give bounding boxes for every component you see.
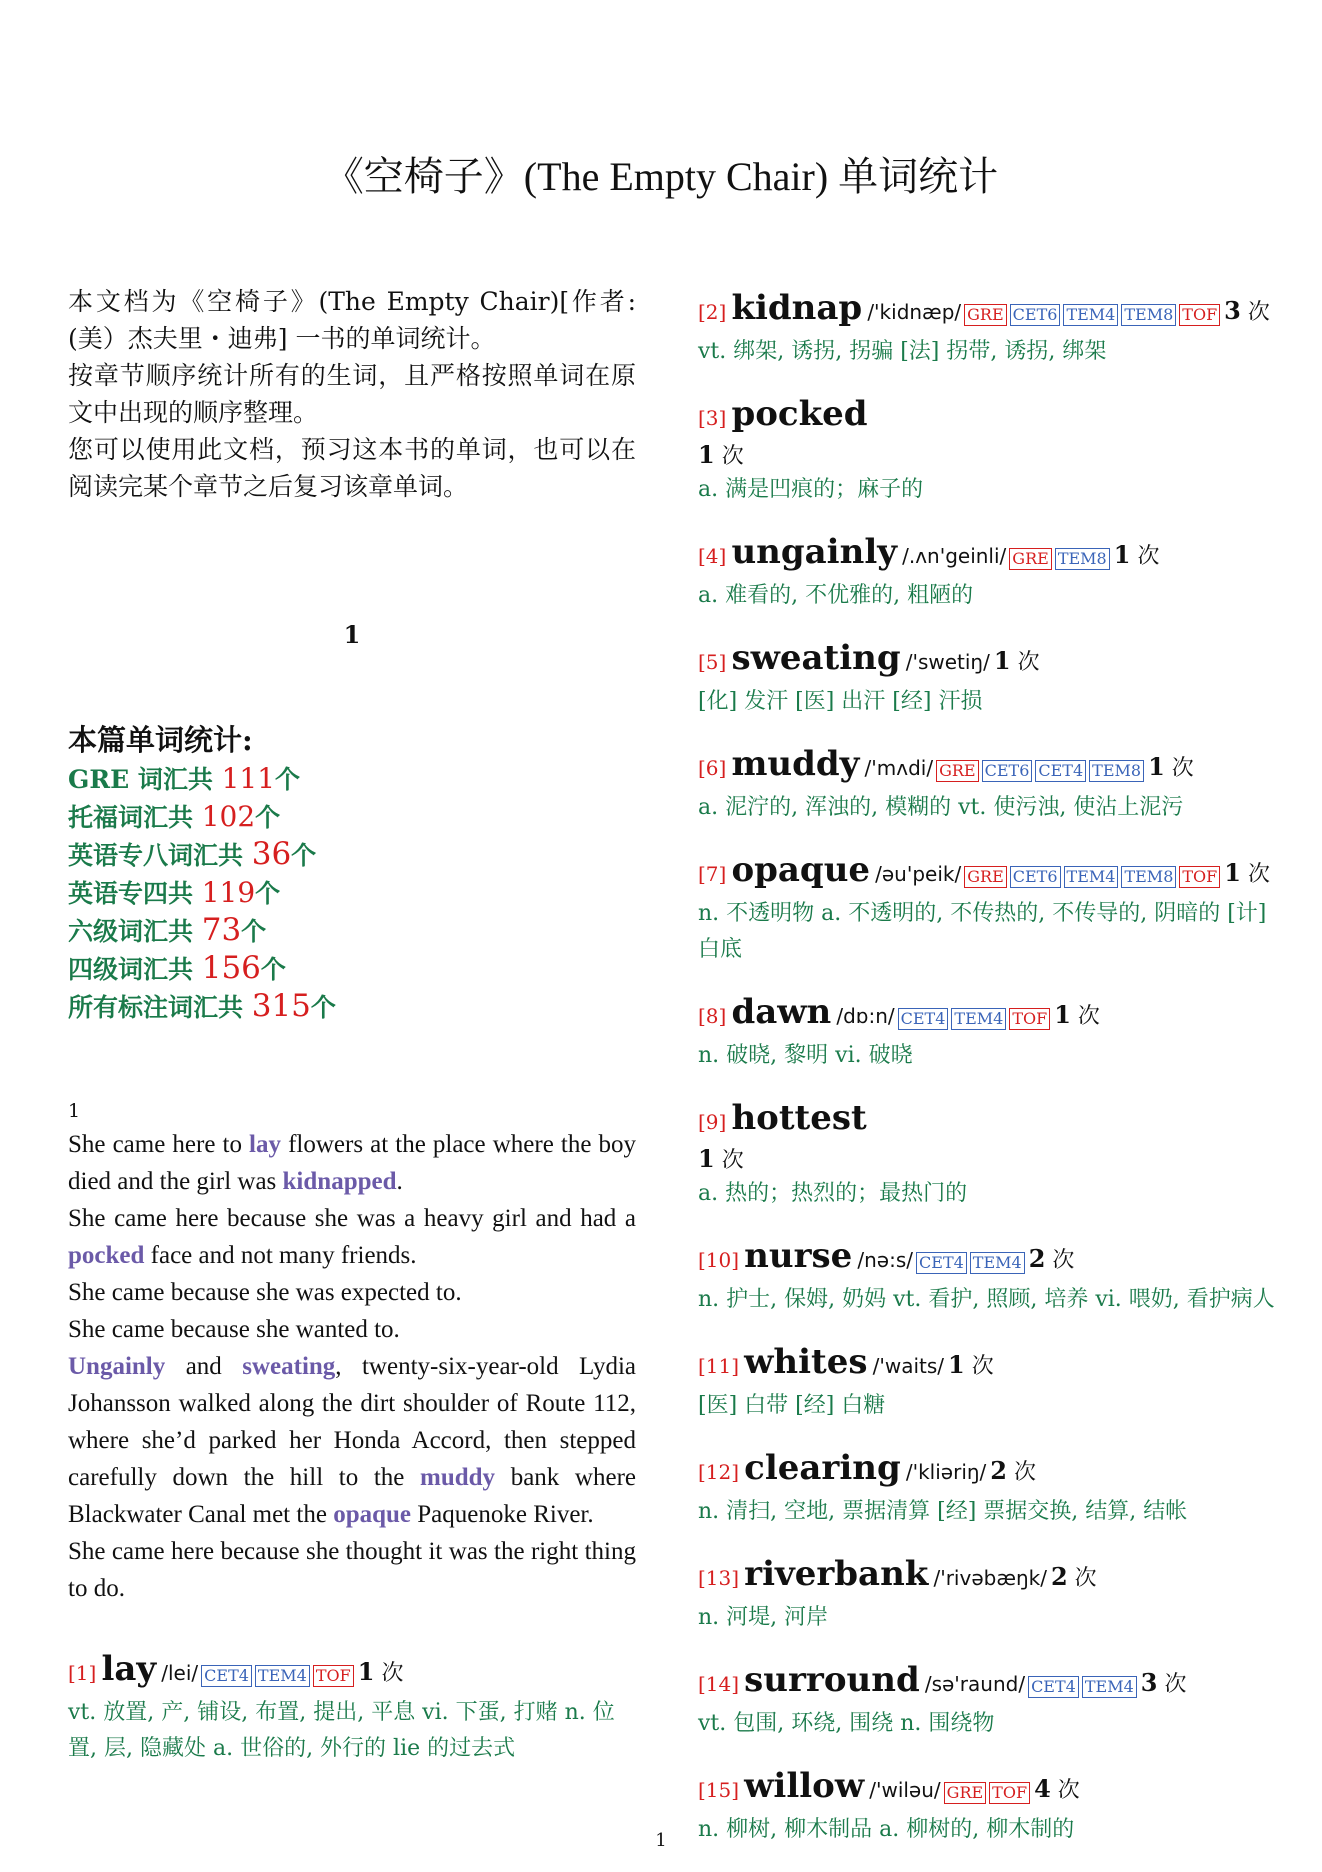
vocab-entry — [68, 1649, 636, 1767]
entry-definition: n. 破晓, 黎明 vi. 破晓 — [698, 1043, 913, 1068]
stats-list — [68, 760, 636, 1026]
vocab-entry — [698, 1660, 1276, 1742]
entry-definition: a. 热的；热烈的；最热门的 — [698, 1181, 968, 1206]
stat-count: 36 — [251, 836, 292, 872]
entry-header — [698, 1098, 1276, 1144]
exam-tag: TEM4 — [255, 1665, 310, 1687]
exam-tag: GRE — [944, 1782, 987, 1804]
exam-tag: CET6 — [982, 760, 1033, 782]
entry-index: [8] — [698, 1004, 727, 1028]
entry-definition: n. 不透明物 a. 不透明的, 不传热的, 不传导的, 阴暗的 [计] 白底 — [698, 901, 1267, 962]
entry-count: 4 次 — [1034, 1774, 1080, 1803]
left-column — [68, 283, 636, 1791]
vocab-entry — [698, 394, 1276, 508]
vocab-entry — [698, 850, 1276, 968]
entry-word: whites — [744, 1342, 868, 1382]
stat-all: 所有标注词汇共 315个 — [68, 988, 336, 1024]
stat-count: 119 — [201, 876, 256, 909]
chapter-number: 1 — [343, 620, 361, 649]
entry-word: nurse — [744, 1236, 853, 1276]
passage-text — [68, 1126, 636, 1607]
entry-count: 3 次 — [1224, 296, 1270, 325]
highlighted-word: muddy — [420, 1464, 496, 1491]
entry-index: [1] — [68, 1661, 97, 1685]
entry-index: [9] — [698, 1110, 727, 1134]
entry-phonetic: /'rivəbæŋk/ — [933, 1566, 1047, 1590]
entry-word: sweating — [731, 638, 901, 678]
exam-tag: CET4 — [898, 1008, 949, 1030]
passage-paragraph: She came because she wanted to. — [68, 1316, 400, 1343]
stats-heading: 本篇单词统计: — [68, 723, 253, 757]
entry-index: [11] — [698, 1354, 740, 1378]
exam-tag: TOF — [1009, 1008, 1050, 1030]
exam-tag: TEM4 — [1063, 304, 1118, 326]
entry-count: 1 次 — [357, 1657, 404, 1686]
exam-tag: GRE — [964, 304, 1007, 326]
exam-tag: CET4 — [201, 1665, 252, 1687]
exam-tag: CET6 — [1010, 866, 1061, 888]
entry-definition: vt. 绑架, 诱拐, 拐骗 [法] 拐带, 诱拐, 绑架 — [698, 339, 1107, 364]
entry-header — [698, 744, 1276, 790]
highlighted-word: sweating — [242, 1353, 336, 1380]
passage-paragraph: Ungainly and sweating, twenty-six-year-old Lydia Johansson walked along the dirt shoulder of Route 112, where she’d parked her Honda Accord, then stepped carefully down the hill to the muddy bank where Blackwater Canal met the opaque Paquenoke River. — [68, 1353, 636, 1528]
stat-count: 156 — [201, 950, 261, 986]
entry-definition: n. 柳树, 柳木制品 a. 柳树的, 柳木制的 — [698, 1817, 1075, 1842]
entry-header — [698, 850, 1276, 896]
exam-tag: TEM4 — [1082, 1676, 1137, 1698]
entry-header — [698, 638, 1276, 684]
entry-definition: vt. 放置, 产, 铺设, 布置, 提出, 平息 vi. 下蛋, 打赌 n. 位置, 层, 隐藏处 a. 世俗的, 外行的 lie 的过去式 — [68, 1700, 615, 1761]
intro-text — [68, 283, 636, 505]
stat-count: 315 — [251, 988, 311, 1024]
exam-tag: TEM4 — [970, 1252, 1025, 1274]
entry-word: willow — [744, 1766, 865, 1806]
entry-definition: a. 泥泞的, 浑浊的, 模糊的 vt. 使污浊, 使沾上泥污 — [698, 795, 1184, 820]
entry-phonetic: /sə'raund/ — [924, 1672, 1026, 1696]
stat-count: 73 — [201, 912, 242, 948]
exam-tag: TOF — [313, 1665, 354, 1687]
exam-tag: TEM4 — [951, 1008, 1006, 1030]
passage-paragraph: She came here because she was a heavy girl and had a pocked face and not many friends. — [68, 1205, 636, 1269]
exam-tag: TOF — [1179, 866, 1220, 888]
entry-index: [2] — [698, 300, 727, 324]
entry-header — [698, 1766, 1276, 1812]
passage-paragraph: She came here because she thought it was the right thing to do. — [68, 1538, 636, 1602]
entry-word: hottest — [731, 1098, 867, 1138]
entry-header — [698, 532, 1276, 578]
exam-tag: TOF — [989, 1782, 1030, 1804]
entry-word: riverbank — [744, 1554, 929, 1594]
entry-count: 1 次 — [993, 646, 1040, 675]
exam-tag: TEM8 — [1089, 760, 1144, 782]
intro-line: 按章节顺序统计所有的生词，且严格按照单词在原文中出现的顺序整理。 — [68, 361, 636, 427]
entry-count: 1 次 — [1148, 752, 1194, 781]
entry-count: 2 次 — [1050, 1562, 1097, 1591]
entry-phonetic: /'swetiŋ/ — [905, 650, 990, 674]
vocab-entry — [698, 1236, 1276, 1318]
entry-phonetic: /'mʌdi/ — [864, 756, 934, 780]
entry-count: 1 次 — [698, 1144, 744, 1173]
entry-index: [5] — [698, 650, 727, 674]
entry-phonetic: /.ʌn'geinli/ — [902, 544, 1007, 568]
paragraph-number: 1 — [68, 1100, 81, 1122]
entry-word: dawn — [731, 992, 832, 1032]
passage-paragraph: She came because she was expected to. — [68, 1279, 462, 1306]
exam-tag: CET4 — [1035, 760, 1086, 782]
entry-index: [7] — [698, 862, 727, 886]
page-title: 《空椅子》(The Empty Chair) 单词统计 — [323, 154, 999, 199]
entry-phonetic: /'wiləu/ — [869, 1778, 941, 1802]
entry-phonetic: /'waits/ — [872, 1354, 945, 1378]
entry-count: 1 次 — [1054, 1000, 1100, 1029]
vocab-entry — [698, 1554, 1276, 1636]
exam-tag: GRE — [1009, 548, 1052, 570]
stat-gre: GRE 词汇共 111个 — [68, 762, 301, 795]
entry-word: kidnap — [731, 288, 863, 328]
stat-count: 111 — [221, 762, 276, 795]
entry-phonetic: /lei/ — [161, 1661, 199, 1685]
entry-count: 3 次 — [1140, 1668, 1187, 1697]
exam-tag: CET6 — [1010, 304, 1061, 326]
entry-phonetic: /dɒ:n/ — [836, 1004, 895, 1028]
vocab-entry — [698, 532, 1276, 614]
exam-tag: GRE — [964, 866, 1007, 888]
intro-line: 本文档为《空椅子》(The Empty Chair)[作者:(美）杰夫里・迪弗] 一书的单词统计。 — [68, 287, 636, 353]
entry-word: surround — [744, 1660, 920, 1700]
entry-word: muddy — [731, 744, 860, 784]
stat-toefl: 托福词汇共 102个 — [68, 800, 281, 833]
entry-definition: [医] 白带 [经] 白糖 — [698, 1393, 886, 1418]
entry-phonetic: /əu'peik/ — [875, 862, 962, 886]
exam-tag: TOF — [1179, 304, 1220, 326]
highlighted-word: Ungainly — [68, 1353, 166, 1380]
highlighted-word: kidnapped — [282, 1168, 397, 1195]
entry-word: opaque — [731, 850, 871, 890]
entry-header — [698, 1236, 1276, 1282]
exam-tag: TEM8 — [1121, 866, 1176, 888]
stat-cet6: 六级词汇共 73个 — [68, 912, 267, 948]
right-column — [698, 288, 1276, 1872]
page-number: 1 — [655, 1830, 667, 1851]
exam-tag: CET4 — [1028, 1676, 1079, 1698]
entry-definition: a. 满是凹痕的；麻子的 — [698, 477, 924, 502]
entry-index: [10] — [698, 1248, 740, 1272]
entry-header — [698, 1660, 1276, 1706]
entry-index: [12] — [698, 1460, 740, 1484]
highlighted-word: pocked — [68, 1242, 145, 1269]
entry-word: pocked — [731, 394, 868, 434]
entry-count: 2 次 — [1028, 1244, 1075, 1273]
stat-tem8: 英语专八词汇共 36个 — [68, 836, 317, 872]
entry-word: ungainly — [731, 532, 897, 572]
entry-phonetic: /'kidnæp/ — [867, 300, 962, 324]
entry-word: clearing — [744, 1448, 901, 1488]
entry-count: 1 次 — [1224, 858, 1270, 887]
entry-header — [698, 1342, 1276, 1388]
entry-count: 2 次 — [990, 1456, 1037, 1485]
stat-cet4: 四级词汇共 156个 — [68, 950, 286, 986]
entry-index: [6] — [698, 756, 727, 780]
vocab-entry — [698, 1098, 1276, 1212]
vocab-entry — [698, 992, 1276, 1074]
vocab-entry — [698, 1342, 1276, 1424]
highlighted-word: opaque — [333, 1501, 411, 1528]
exam-tag: CET4 — [916, 1252, 967, 1274]
stat-tem4: 英语专四共 119个 — [68, 876, 281, 909]
entry-count: 1 次 — [1113, 540, 1160, 569]
vocab-entry — [698, 288, 1276, 370]
entry-definition: n. 清扫, 空地, 票据清算 [经] 票据交换, 结算, 结帐 — [698, 1499, 1188, 1524]
intro-line: 您可以使用此文档，预习这本书的单词，也可以在阅读完某个章节之后复习该章单词。 — [68, 435, 636, 501]
entry-word: lay — [101, 1649, 157, 1689]
entry-index: [4] — [698, 544, 727, 568]
exam-tag: GRE — [936, 760, 979, 782]
passage-paragraph: She came here to lay flowers at the place where the boy died and the girl was kidnapped. — [68, 1131, 636, 1195]
entry-header — [68, 1649, 636, 1695]
highlighted-word: lay — [249, 1131, 281, 1158]
entry-header — [698, 394, 1276, 440]
entry-index: [15] — [698, 1778, 740, 1802]
stat-count: 102 — [201, 800, 256, 833]
exam-tag: TEM8 — [1121, 304, 1176, 326]
exam-tag: TEM8 — [1055, 548, 1110, 570]
entry-header — [698, 1554, 1276, 1600]
entry-definition: n. 河堤, 河岸 — [698, 1605, 829, 1630]
entry-header — [698, 1448, 1276, 1494]
entry-header — [698, 288, 1276, 334]
vocab-entry — [698, 744, 1276, 826]
entry-phonetic: /'kliəriŋ/ — [905, 1460, 987, 1484]
entry-header — [698, 992, 1276, 1038]
left-entry-list — [68, 1649, 636, 1767]
entry-index: [14] — [698, 1672, 740, 1696]
entry-definition: a. 难看的, 不优雅的, 粗陋的 — [698, 583, 974, 608]
entry-definition: [化] 发汗 [医] 出汗 [经] 汗损 — [698, 689, 983, 714]
entry-count: 1 次 — [948, 1350, 994, 1379]
entry-definition: n. 护士, 保姆, 奶妈 vt. 看护, 照顾, 培养 vi. 喂奶, 看护病人 — [698, 1287, 1275, 1312]
entry-index: [3] — [698, 406, 727, 430]
exam-tag: TEM4 — [1064, 866, 1119, 888]
entry-count: 1 次 — [698, 440, 744, 469]
entry-definition: vt. 包围, 环绕, 围绕 n. 围绕物 — [698, 1711, 995, 1736]
vocab-entry — [698, 1448, 1276, 1530]
entry-index: [13] — [698, 1566, 740, 1590]
vocab-entry — [698, 638, 1276, 720]
entry-phonetic: /nə:s/ — [857, 1248, 914, 1272]
